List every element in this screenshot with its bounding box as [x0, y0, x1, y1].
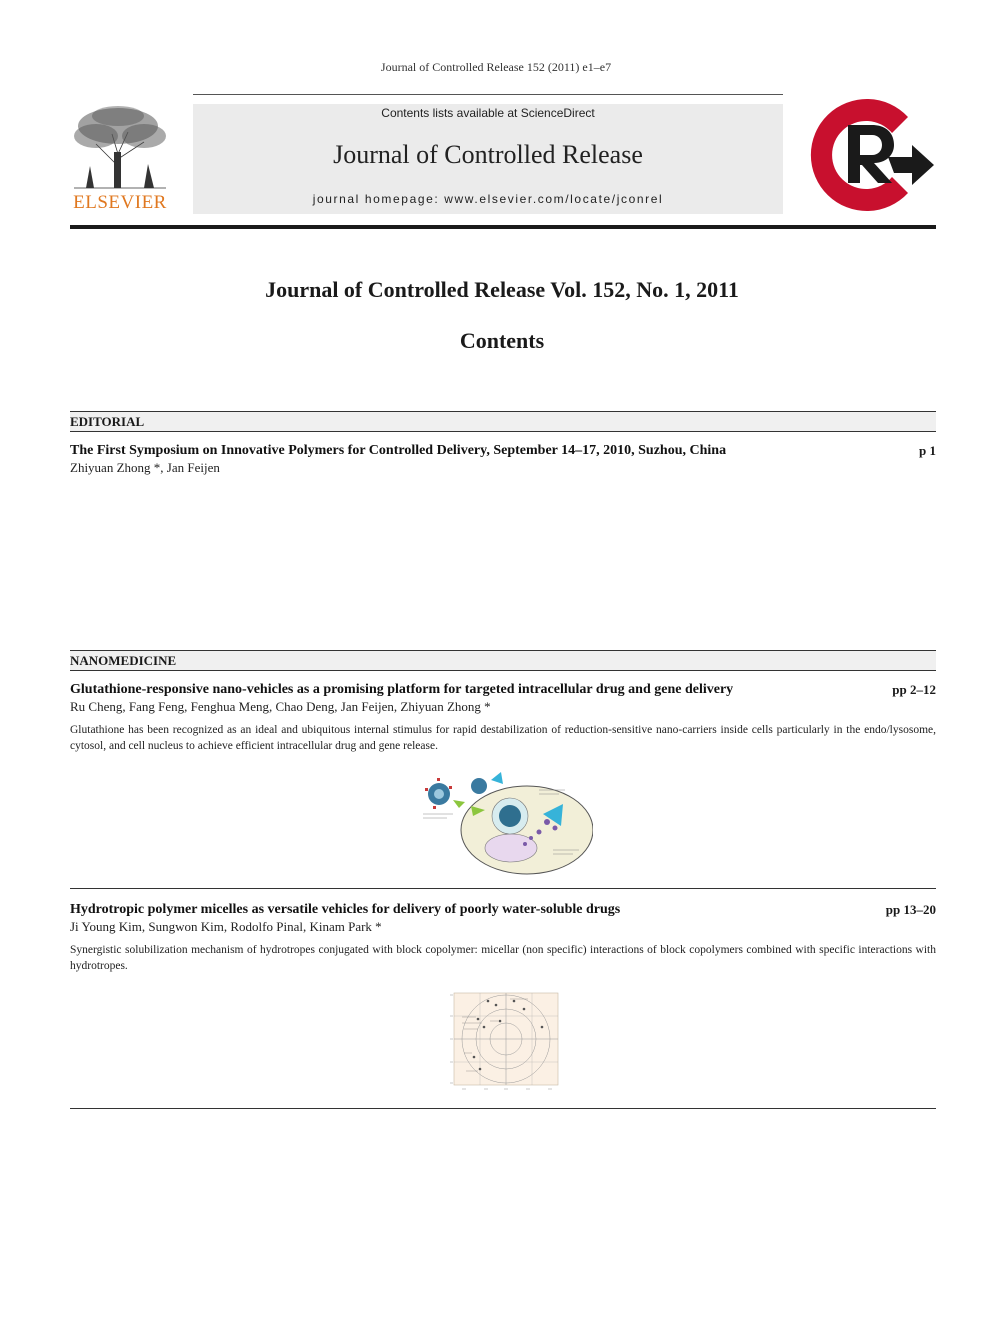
- article-title-link[interactable]: The First Symposium on Innovative Polymers for Controlled Delivery, September 14–17, 2010, Suzhou, China: [70, 443, 727, 458]
- article-authors: Ji Young Kim, Sungwon Kim, Rodolfo Pinal, Kinam Park *: [70, 919, 382, 934]
- tree-icon: [66, 104, 174, 190]
- header-thick-rule: [70, 225, 936, 229]
- section-title: NANOMEDICINE: [70, 653, 177, 668]
- cr-logo-icon: [804, 95, 936, 215]
- graphical-abstract-figure-2: [444, 991, 562, 1095]
- journal-title: Journal of Controlled Release: [333, 140, 643, 169]
- contents-heading: Contents: [459, 328, 545, 353]
- journal-cr-logo: [804, 95, 936, 215]
- graphical-abstract-figure-1: [413, 770, 593, 876]
- article-title-link[interactable]: Glutathione-responsive nano-vehicles as a promising platform for targeted intracellular drug and gene delivery: [70, 682, 734, 697]
- article-authors: Zhiyuan Zhong *, Jan Feijen: [70, 460, 220, 475]
- article-pages: pp 13–20: [885, 902, 936, 917]
- section-header-editorial: [70, 411, 936, 432]
- article-divider: [70, 888, 936, 889]
- article-pages: p 1: [919, 443, 936, 458]
- running-head: Journal of Controlled Release 152 (2011) e1–e7: [380, 60, 612, 74]
- journal-banner: [193, 104, 783, 214]
- section-header-nanomedicine: [70, 650, 936, 671]
- article-divider: [70, 1108, 936, 1109]
- article-graphical-abstract-text: Glutathione has been recognized as an ideal and ubiquitous internal stimulus for rapid destabilization of reduction-sensitive nano-carriers inside cells particularly in the endo/lysosome, cytosol, and cell nucleus to achieve efficient intracellular drug and gene release.: [70, 724, 936, 752]
- elsevier-logo: [66, 104, 174, 214]
- contents-available-link[interactable]: Contents lists available at ScienceDirect: [381, 106, 595, 120]
- journal-homepage-link[interactable]: journal homepage: www.elsevier.com/locate/jconrel: [312, 192, 664, 206]
- section-title: EDITORIAL: [70, 414, 145, 429]
- elsevier-wordmark: ELSEVIER: [73, 192, 167, 213]
- issue-title: Journal of Controlled Release Vol. 152, No. 1, 2011: [265, 277, 739, 302]
- article-title-link[interactable]: Hydrotropic polymer micelles as versatile vehicles for delivery of poorly water-soluble drugs: [70, 902, 621, 917]
- article-authors: Ru Cheng, Fang Feng, Fenghua Meng, Chao Deng, Jan Feijen, Zhiyuan Zhong *: [70, 699, 491, 714]
- header-rule: [193, 94, 783, 95]
- article-graphical-abstract-text: Synergistic solubilization mechanism of hydrotropes conjugated with block copolymer: micellar (non specific) interactions of block copolymers combined with specific interactions with hydrotropes.: [70, 944, 936, 972]
- article-pages: pp 2–12: [892, 682, 936, 697]
